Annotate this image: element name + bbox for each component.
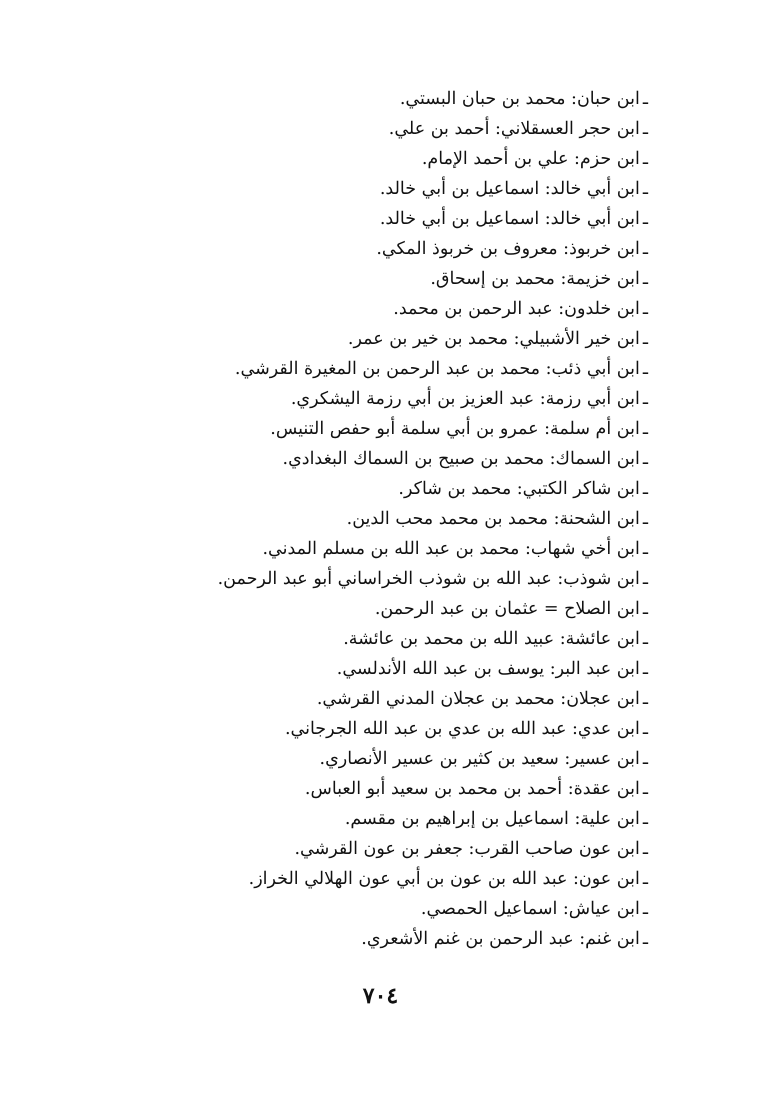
index-entry	[150, 714, 648, 744]
index-entry	[150, 264, 648, 294]
entry-dash: ـ	[642, 839, 648, 859]
entry-dash: ـ	[642, 809, 648, 829]
index-entry	[150, 414, 648, 444]
entry-text: ابن الشحنة: محمد بن محمد محب الدين.	[346, 509, 640, 529]
index-entry	[150, 864, 648, 894]
index-entry	[150, 144, 648, 174]
entry-text: ابن خلدون: عبد الرحمن بن محمد.	[393, 299, 640, 319]
entry-dash: ـ	[642, 119, 648, 139]
entry-text: ابن أخي شهاب: محمد بن عبد الله بن مسلم المدني.	[262, 539, 640, 559]
entry-dash: ـ	[642, 659, 648, 679]
entry-dash: ـ	[642, 389, 648, 409]
index-entry	[150, 174, 648, 204]
entry-text: ابن عون صاحب القرب: جعفر بن عون القرشي.	[294, 839, 640, 859]
index-entry	[150, 744, 648, 774]
entry-text: ابن شاكر الكتبي: محمد بن شاكر.	[398, 479, 640, 499]
entry-text: ابن علية: اسماعيل بن إبراهيم بن مقسم.	[344, 809, 640, 829]
index-entry	[150, 654, 648, 684]
entry-dash: ـ	[642, 179, 648, 199]
index-entry	[150, 294, 648, 324]
entry-text: ابن الصلاح = عثمان بن عبد الرحمن.	[374, 599, 640, 619]
index-entry	[150, 564, 648, 594]
entry-dash: ـ	[642, 509, 648, 529]
entry-dash: ـ	[642, 89, 648, 109]
entry-text: ابن خزيمة: محمد بن إسحاق.	[430, 269, 640, 289]
entry-dash: ـ	[642, 239, 648, 259]
entry-text: ابن عسير: سعيد بن كثير بن عسير الأنصاري.	[319, 749, 640, 769]
index-entry	[150, 444, 648, 474]
entry-dash: ـ	[642, 719, 648, 739]
entry-dash: ـ	[642, 299, 648, 319]
index-entry	[150, 204, 648, 234]
entry-text: ابن غنم: عبد الرحمن بن غنم الأشعري.	[361, 929, 640, 949]
entry-text: ابن خير الأشبيلي: محمد بن خير بن عمر.	[347, 329, 640, 349]
entry-dash: ـ	[642, 689, 648, 709]
index-entry	[150, 114, 648, 144]
entry-dash: ـ	[642, 929, 648, 949]
entry-dash: ـ	[642, 329, 648, 349]
index-entry-list	[150, 84, 648, 954]
index-entry	[150, 804, 648, 834]
entry-text: ابن أبي خالد: اسماعيل بن أبي خالد.	[379, 179, 640, 199]
index-entry	[150, 624, 648, 654]
entry-dash: ـ	[642, 359, 648, 379]
index-entry	[150, 834, 648, 864]
page-number: ٧٠٤	[362, 983, 399, 1009]
entry-dash: ـ	[642, 779, 648, 799]
entry-text: ابن أبي ذئب: محمد بن عبد الرحمن بن المغيرة القرشي.	[234, 359, 640, 379]
index-entry	[150, 84, 648, 114]
index-entry	[150, 324, 648, 354]
index-entry	[150, 684, 648, 714]
index-entry	[150, 474, 648, 504]
index-entry	[150, 774, 648, 804]
entry-text: ابن شوذب: عبد الله بن شوذب الخراساني أبو عبد الرحمن.	[217, 569, 640, 589]
entry-dash: ـ	[642, 899, 648, 919]
entry-dash: ـ	[642, 539, 648, 559]
index-entry	[150, 924, 648, 954]
entry-text: ابن حزم: علي بن أحمد الإمام.	[421, 149, 640, 169]
entry-text: ابن عائشة: عبيد الله بن محمد بن عائشة.	[343, 629, 640, 649]
entry-dash: ـ	[642, 599, 648, 619]
index-entry	[150, 894, 648, 924]
entry-text: ابن عجلان: محمد بن عجلان المدني القرشي.	[316, 689, 640, 709]
index-entry	[150, 534, 648, 564]
entry-text: ابن أبي رزمة: عبد العزيز بن أبي رزمة اليشكري.	[290, 389, 640, 409]
entry-text: ابن خربوذ: معروف بن خربوذ المكي.	[376, 239, 640, 259]
entry-text: ابن أبي خالد: اسماعيل بن أبي خالد.	[379, 209, 640, 229]
entry-dash: ـ	[642, 449, 648, 469]
index-entry	[150, 384, 648, 414]
entry-dash: ـ	[642, 629, 648, 649]
entry-dash: ـ	[642, 209, 648, 229]
entry-text: ابن عدي: عبد الله بن عدي بن عبد الله الجرجاني.	[284, 719, 640, 739]
index-entry	[150, 354, 648, 384]
entry-text: ابن عبد البر: يوسف بن عبد الله الأندلسي.	[336, 659, 640, 679]
entry-dash: ـ	[642, 569, 648, 589]
entry-dash: ـ	[642, 419, 648, 439]
index-entry	[150, 234, 648, 264]
entry-text: ابن عياش: اسماعيل الحمصي.	[420, 899, 640, 919]
entry-dash: ـ	[642, 149, 648, 169]
entry-text: ابن عون: عبد الله بن عون بن أبي عون الهلالي الخراز.	[248, 869, 640, 889]
index-entry	[150, 594, 648, 624]
entry-text: ابن حجر العسقلاني: أحمد بن علي.	[388, 119, 640, 139]
entry-text: ابن أم سلمة: عمرو بن أبي سلمة أبو حفص التنيس.	[270, 419, 640, 439]
entry-text: ابن السماك: محمد بن صبيح بن السماك البغدادي.	[282, 449, 640, 469]
index-entry	[150, 504, 648, 534]
entry-dash: ـ	[642, 269, 648, 289]
entry-dash: ـ	[642, 869, 648, 889]
entry-dash: ـ	[642, 479, 648, 499]
entry-text: ابن عقدة: أحمد بن محمد بن سعيد أبو العباس.	[304, 779, 640, 799]
entry-text: ابن حبان: محمد بن حبان البستي.	[399, 89, 640, 109]
entry-dash: ـ	[642, 749, 648, 769]
